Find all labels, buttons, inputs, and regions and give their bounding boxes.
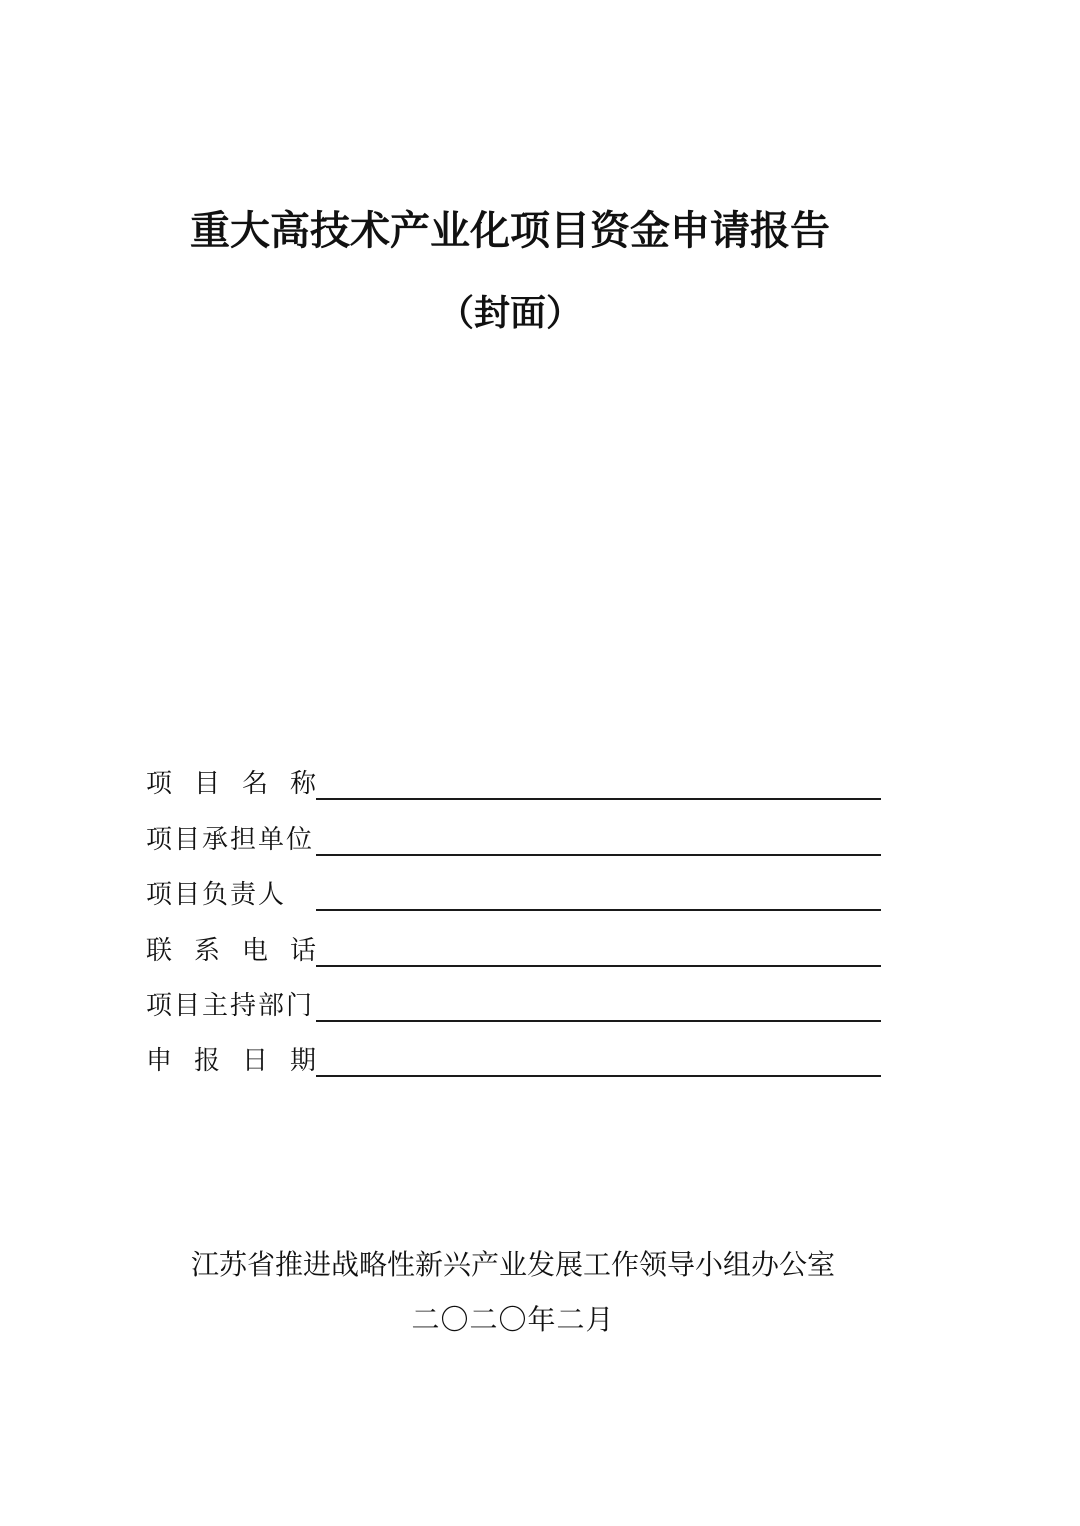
cover-fields bbox=[146, 748, 881, 1080]
field-row-host-department bbox=[146, 970, 881, 1025]
document-title: 重大高技术产业化项目资金申请报告 bbox=[190, 208, 830, 254]
field-label-char: 目 bbox=[193, 769, 220, 800]
field-blank-line[interactable] bbox=[316, 1045, 881, 1077]
field-row-application-date bbox=[146, 1025, 881, 1080]
field-label-char: 联 bbox=[146, 935, 173, 966]
field-blank-line[interactable] bbox=[316, 879, 881, 911]
field-label: 项目主持部门 bbox=[146, 990, 315, 1021]
field-label bbox=[146, 765, 316, 803]
issue-date: 二〇二〇年二月 bbox=[411, 1303, 615, 1336]
field-label-char: 话 bbox=[289, 935, 316, 966]
field-label-char: 电 bbox=[241, 935, 268, 966]
field-blank-line[interactable] bbox=[316, 768, 881, 800]
field-blank-line[interactable] bbox=[316, 824, 881, 856]
field-row-project-name bbox=[146, 748, 881, 803]
field-row-project-leader bbox=[146, 859, 881, 914]
field-row-undertaking-unit bbox=[146, 803, 881, 858]
document-subtitle: （封面） bbox=[437, 293, 582, 334]
field-label bbox=[146, 1042, 316, 1080]
field-label-char: 报 bbox=[193, 1046, 220, 1077]
field-label: 项目负责人 bbox=[146, 880, 287, 911]
field-blank-line[interactable] bbox=[316, 990, 881, 1022]
field-label-char: 系 bbox=[193, 935, 220, 966]
field-label-char: 期 bbox=[289, 1046, 316, 1077]
field-label-char: 申 bbox=[146, 1046, 173, 1077]
field-label-char: 日 bbox=[241, 1046, 268, 1077]
field-label: 项目承担单位 bbox=[146, 824, 315, 855]
issuing-organization: 江苏省推进战略性新兴产业发展工作领导小组办公室 bbox=[190, 1248, 835, 1281]
field-label bbox=[146, 932, 316, 970]
field-label-char: 名 bbox=[241, 769, 268, 800]
field-label-char: 称 bbox=[289, 769, 316, 800]
field-label-char: 项 bbox=[146, 769, 173, 800]
field-blank-line[interactable] bbox=[316, 935, 881, 967]
field-row-contact-phone bbox=[146, 914, 881, 969]
